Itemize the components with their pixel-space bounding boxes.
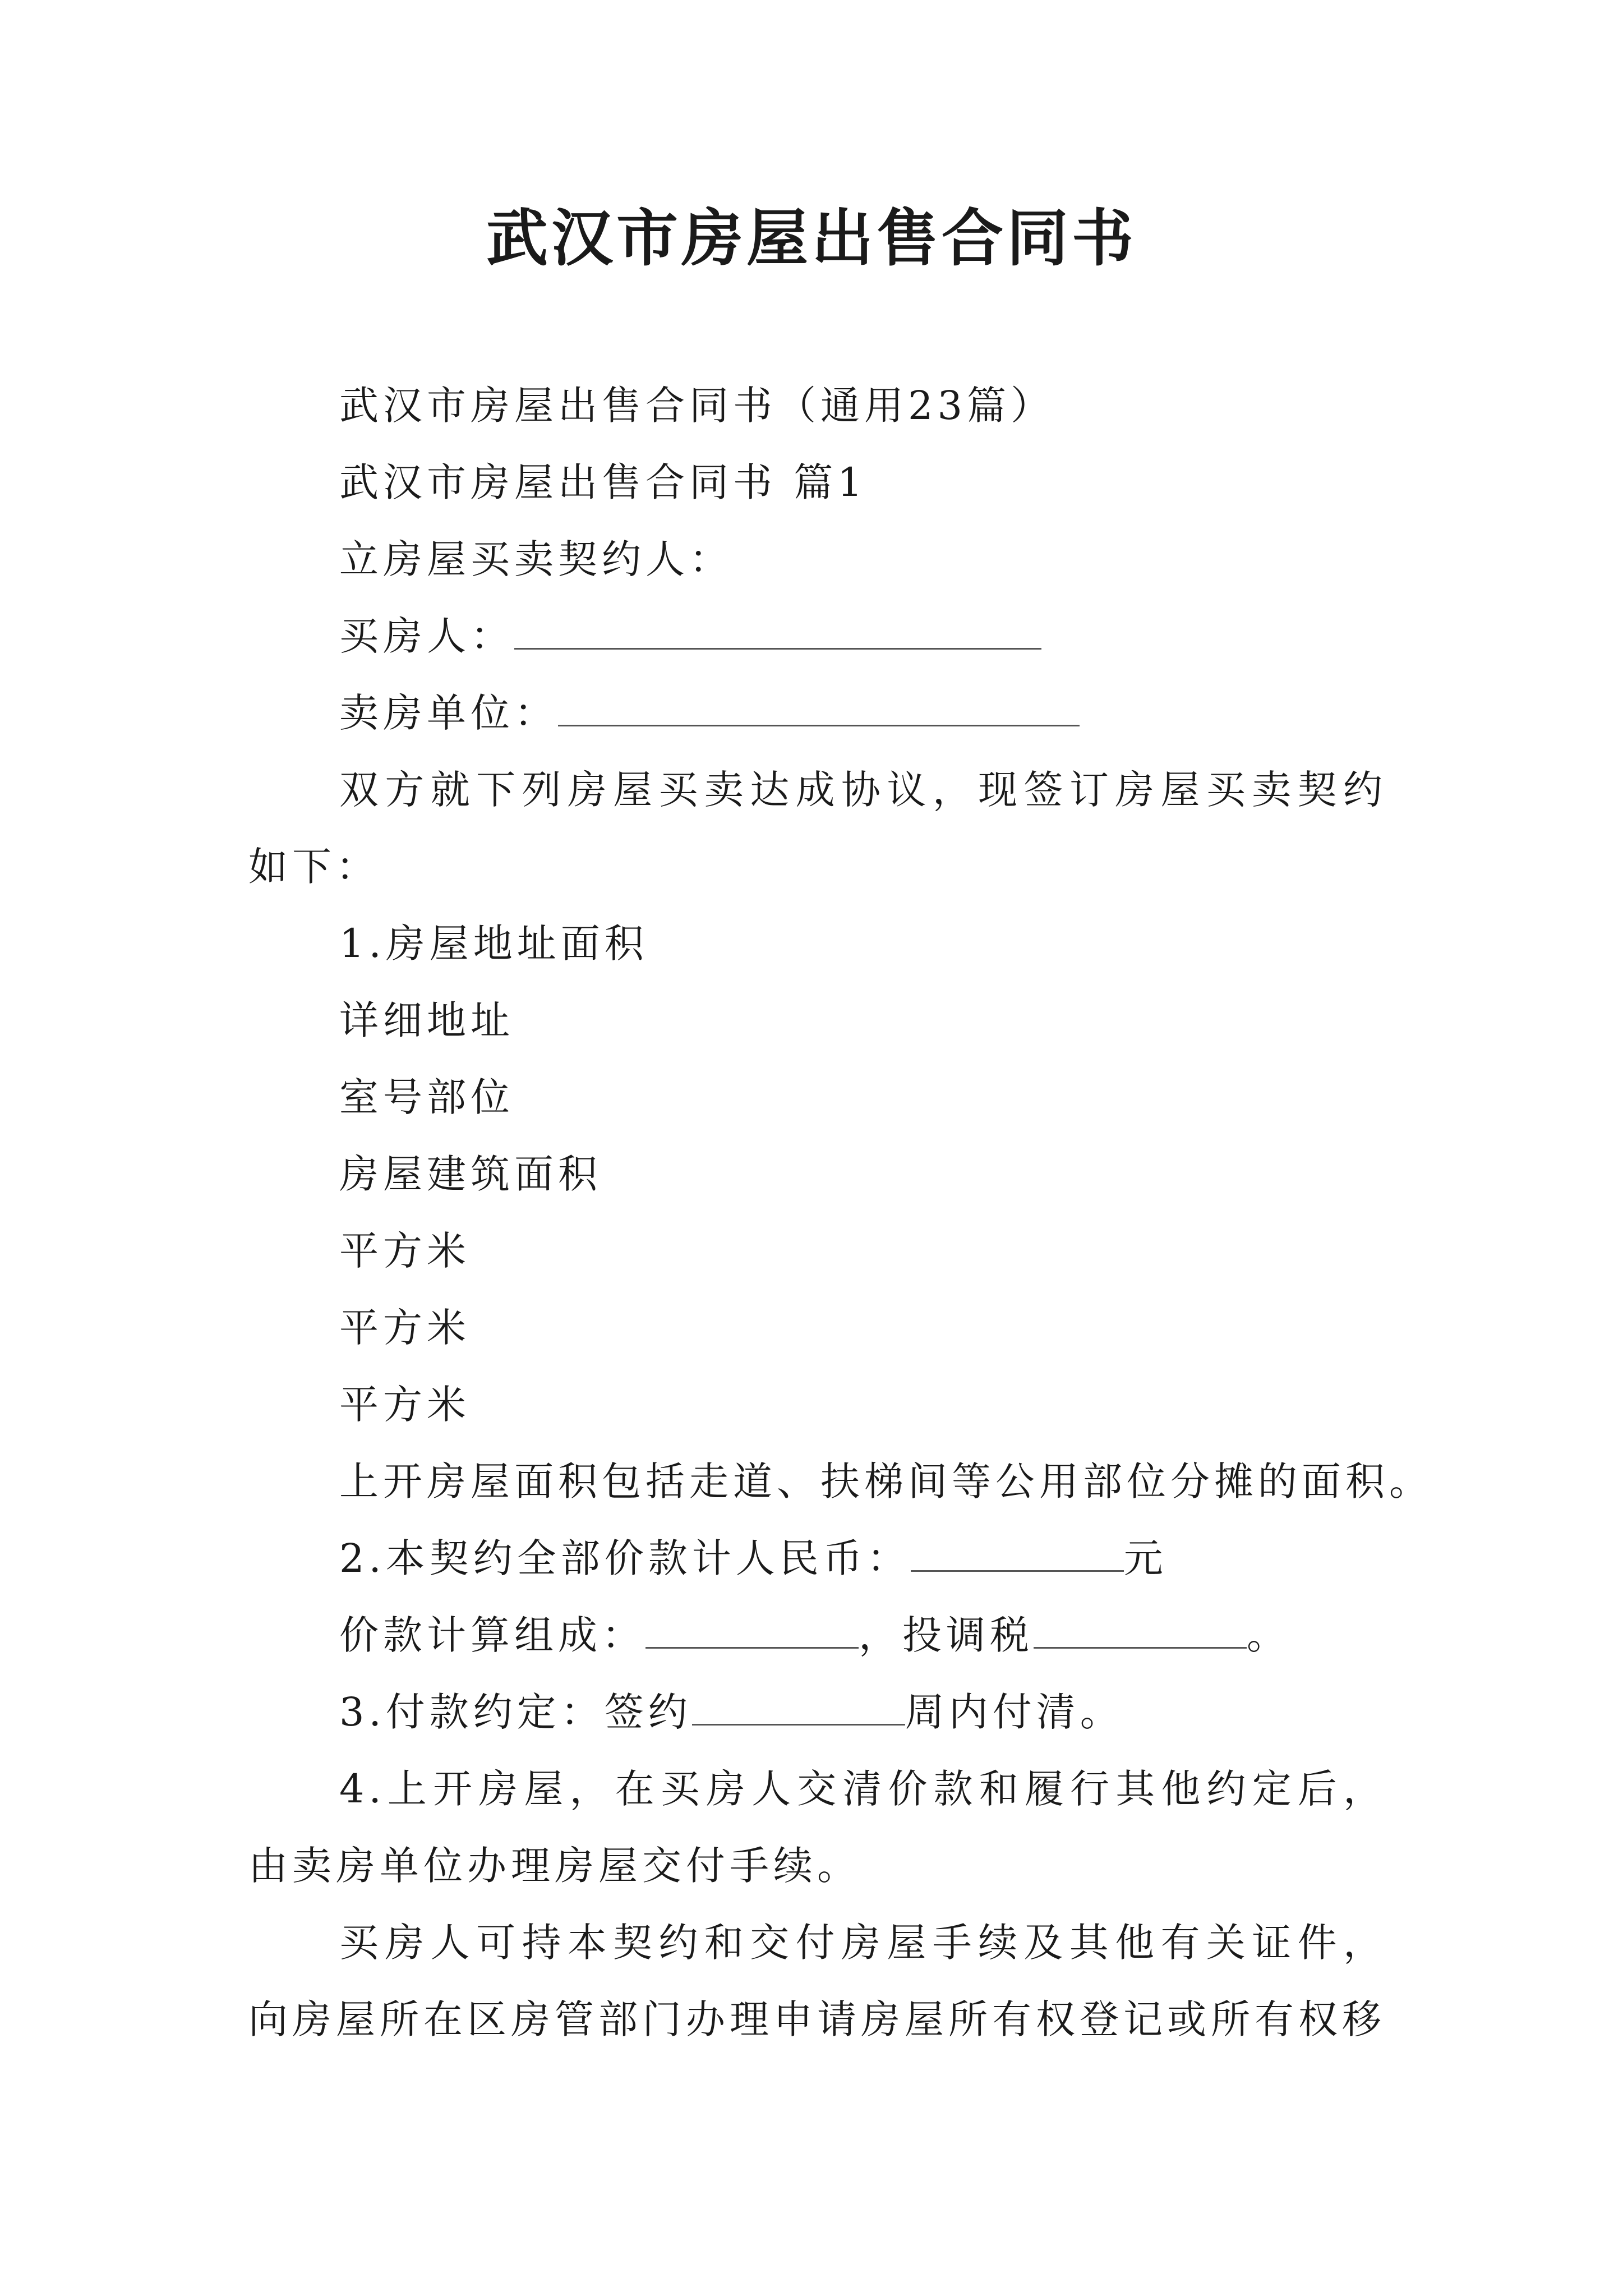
price-unit: 元 (1123, 1535, 1168, 1581)
area-unit-line-2: 平方米 (339, 1305, 471, 1351)
registration-paragraph: 买房人可持本契约和交付房屋手续及其他有关证件，向房屋所在区房管部门办理申请房屋所有权登记或所有权移 (248, 1920, 1387, 2042)
pay-weeks-blank[interactable] (692, 1690, 905, 1726)
buyer-blank[interactable] (514, 614, 1041, 650)
payment-line (248, 1674, 1387, 1751)
price-blank[interactable] (911, 1536, 1124, 1572)
building-area-line: 房屋建筑面积 (339, 1151, 602, 1197)
buyer-label: 买房人： (339, 613, 514, 659)
section-heading: 武汉市房屋出售合同书 篇1 (339, 459, 867, 505)
contract-parties-line: 立房屋买卖契约人： (339, 536, 733, 582)
calc-label: 价款计算组成： (339, 1612, 645, 1658)
shared-area-note: 上开房屋面积包括走道、扶梯间等公用部位分摊的面积。 (339, 1458, 1433, 1504)
calc-mid: ，投调税 (859, 1612, 1034, 1658)
price-label: 2.本契约全部价款计人民币： (339, 1535, 911, 1581)
clause-4-paragraph: 4.上开房屋，在买房人交清价款和履行其他约定后，由卖房单位办理房屋交付手续。 (248, 1766, 1387, 1889)
document-title: 武汉市房屋出售合同书 (486, 202, 1137, 274)
seller-blank[interactable] (558, 691, 1080, 726)
subtitle-line: 武汉市房屋出售合同书（通用23篇） (339, 383, 1055, 429)
buyer-line (248, 598, 1387, 675)
agreement-paragraph: 双方就下列房屋买卖达成协议，现签订房屋买卖契约如下： (248, 767, 1387, 890)
pay-label: 3.付款约定：签约 (339, 1689, 692, 1735)
pay-end: 周内付清。 (905, 1689, 1124, 1735)
room-line: 室号部位 (339, 1074, 514, 1120)
area-unit-line-1: 平方米 (339, 1228, 471, 1274)
tax-blank[interactable] (1034, 1613, 1247, 1649)
seller-line (248, 675, 1387, 752)
area-unit-line-3: 平方米 (339, 1382, 471, 1428)
document-body (248, 367, 1433, 2058)
price-line (248, 1520, 1387, 1597)
price-calc-line (248, 1597, 1387, 1674)
calc-blank[interactable] (645, 1613, 859, 1649)
clause-1-heading: 1.房屋地址面积 (339, 921, 648, 967)
address-line: 详细地址 (339, 997, 514, 1043)
seller-label: 卖房单位： (339, 690, 558, 736)
calc-end: 。 (1247, 1612, 1290, 1658)
